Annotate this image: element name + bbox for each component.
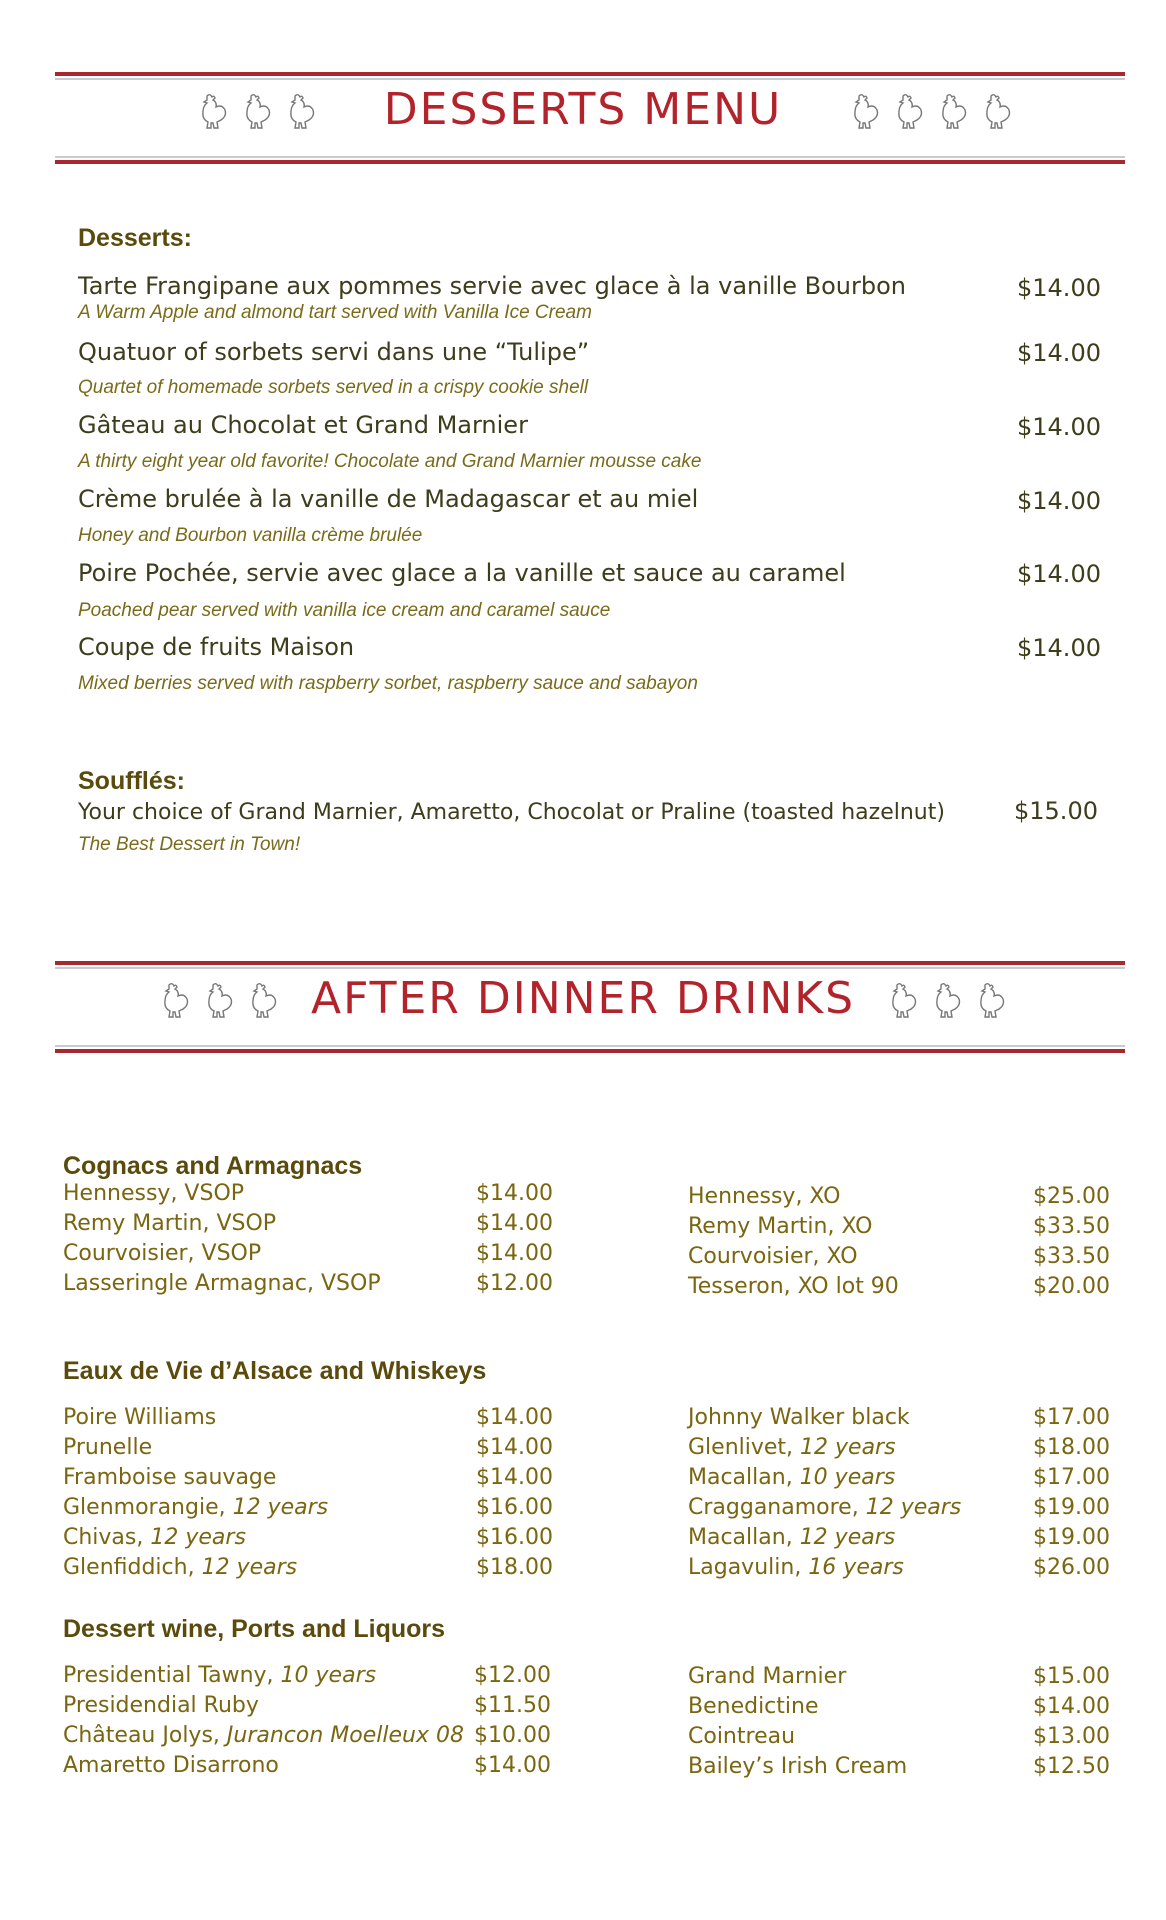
rooster-icon — [894, 92, 924, 130]
dessert-price: $14.00 — [1017, 274, 1101, 302]
drink-price: $10.00 — [474, 1723, 551, 1748]
drink-row — [63, 1405, 563, 1435]
banner-bottom-rule — [55, 156, 1125, 164]
drink-name: Benedictine — [688, 1694, 819, 1719]
drink-name: Glenfiddich, 12 years — [63, 1555, 298, 1580]
drink-row — [63, 1693, 563, 1723]
drinks-list-right — [688, 1664, 1118, 1784]
drink-price: $14.00 — [476, 1211, 553, 1236]
drink-row — [688, 1184, 1118, 1214]
drink-row — [688, 1405, 1118, 1435]
dessert-name: Tarte Frangipane aux pommes servie avec glace à la vanille Bourbon — [78, 272, 906, 300]
drink-price: $14.00 — [476, 1465, 553, 1490]
drink-price: $11.50 — [474, 1693, 551, 1718]
drink-name: Johnny Walker black — [688, 1405, 910, 1430]
drink-price: $14.00 — [474, 1753, 551, 1778]
dessert-price: $14.00 — [1017, 487, 1101, 515]
drink-name: Remy Martin, VSOP — [63, 1211, 277, 1236]
drink-row — [63, 1663, 563, 1693]
dessert-description: Mixed berries served with raspberry sorbet, raspberry sauce and sabayon — [78, 673, 698, 694]
drink-price: $17.00 — [1033, 1405, 1110, 1430]
rooster-icon — [850, 92, 880, 130]
drink-price: $17.00 — [1033, 1465, 1110, 1490]
dessert-price: $14.00 — [1017, 634, 1101, 662]
desserts-menu-title: DESSERTS MENU — [383, 84, 783, 135]
drink-name: Poire Williams — [63, 1405, 217, 1430]
desserts-heading: Desserts: — [78, 224, 192, 252]
drink-row — [63, 1211, 563, 1241]
drink-price: $12.00 — [476, 1271, 553, 1296]
drinks-banner-top-rule — [55, 961, 1125, 969]
drinks-section-heading: Eaux de Vie d’Alsace and Whiskeys — [63, 1357, 487, 1385]
drink-price: $25.00 — [1033, 1184, 1110, 1209]
drink-name: Bailey’s Irish Cream — [688, 1754, 908, 1779]
drinks-list-right — [688, 1405, 1118, 1585]
drink-price: $12.50 — [1033, 1754, 1110, 1779]
drink-name: Château Jolys, Jurancon Moelleux 08 — [63, 1723, 464, 1748]
drink-row — [688, 1435, 1118, 1465]
drink-row — [63, 1525, 563, 1555]
drink-name: Hennessy, XO — [688, 1184, 841, 1209]
dessert-price: $14.00 — [1017, 413, 1101, 441]
after-dinner-drinks-title: AFTER DINNER DRINKS — [310, 973, 856, 1024]
souffle-price: $15.00 — [1014, 797, 1098, 825]
souffle-name: Your choice of Grand Marnier, Amaretto, Chocolat or Praline (toasted hazelnut) — [78, 800, 945, 825]
dessert-description: Quartet of homemade sorbets served in a crispy cookie shell — [78, 377, 589, 398]
drink-row — [63, 1181, 563, 1211]
drink-name: Glenmorangie, 12 years — [63, 1495, 329, 1520]
drink-name: Tesseron, XO lot 90 — [688, 1274, 899, 1299]
drink-row — [63, 1495, 563, 1525]
drink-row — [63, 1555, 563, 1585]
souffle-description: The Best Dessert in Town! — [78, 834, 301, 855]
drink-price: $19.00 — [1033, 1495, 1110, 1520]
drink-price: $33.50 — [1033, 1214, 1110, 1239]
dessert-description: Poached pear served with vanilla ice cream and caramel sauce — [78, 600, 611, 621]
dessert-name: Coupe de fruits Maison — [78, 633, 355, 661]
drink-row — [688, 1555, 1118, 1585]
drink-name: Grand Marnier — [688, 1664, 847, 1689]
drink-name: Chivas, 12 years — [63, 1525, 246, 1550]
rooster-icon — [938, 92, 968, 130]
drink-name: Lagavulin, 16 years — [688, 1555, 904, 1580]
drink-price: $14.00 — [1033, 1694, 1110, 1719]
drink-row — [688, 1495, 1118, 1525]
drink-price: $18.00 — [476, 1555, 553, 1580]
banner-top-rule — [55, 72, 1125, 80]
drink-name: Framboise sauvage — [63, 1465, 277, 1490]
drink-price: $33.50 — [1033, 1244, 1110, 1269]
drink-name: Glenlivet, 12 years — [688, 1435, 896, 1460]
drink-row — [688, 1754, 1118, 1784]
drinks-list-right — [688, 1184, 1118, 1304]
drink-row — [688, 1214, 1118, 1244]
dessert-name: Crème brulée à la vanille de Madagascar et au miel — [78, 485, 699, 513]
drink-row — [688, 1525, 1118, 1555]
rooster-group-right — [850, 92, 1012, 130]
drink-price: $19.00 — [1033, 1525, 1110, 1550]
drink-name: Presidential Tawny, 10 years — [63, 1663, 377, 1688]
drink-row — [63, 1435, 563, 1465]
drinks-list-left — [63, 1181, 563, 1301]
drinks-banner-bottom-rule — [55, 1045, 1125, 1053]
drink-price: $16.00 — [476, 1525, 553, 1550]
dessert-price: $14.00 — [1017, 339, 1101, 367]
drink-name: Amaretto Disarrono — [63, 1753, 279, 1778]
drink-price: $18.00 — [1033, 1435, 1110, 1460]
drink-price: $14.00 — [476, 1405, 553, 1430]
drink-name: Lasseringle Armagnac, VSOP — [63, 1271, 381, 1296]
rooster-group-right — [888, 981, 1006, 1019]
drink-name: Cragganamore, 12 years — [688, 1495, 962, 1520]
drink-price: $15.00 — [1033, 1664, 1110, 1689]
drink-price: $20.00 — [1033, 1274, 1110, 1299]
dessert-name: Gâteau au Chocolat et Grand Marnier — [78, 411, 528, 439]
drink-name: Macallan, 10 years — [688, 1465, 896, 1490]
drink-row — [688, 1465, 1118, 1495]
drinks-section-heading: Dessert wine, Ports and Liquors — [63, 1615, 446, 1643]
drink-price: $16.00 — [476, 1495, 553, 1520]
dessert-description: Honey and Bourbon vanilla crème brulée — [78, 525, 423, 546]
dessert-description: A thirty eight year old favorite! Chocolate and Grand Marnier mousse cake — [78, 451, 702, 472]
drink-price: $26.00 — [1033, 1555, 1110, 1580]
drink-name: Presidendial Ruby — [63, 1693, 259, 1718]
drink-row — [63, 1465, 563, 1495]
drink-price: $14.00 — [476, 1241, 553, 1266]
drink-row — [688, 1664, 1118, 1694]
drinks-list-left — [63, 1405, 563, 1585]
souffles-heading: Soufflés: — [78, 767, 185, 795]
drink-name: Remy Martin, XO — [688, 1214, 873, 1239]
drink-price: $14.00 — [476, 1181, 553, 1206]
drink-row — [688, 1274, 1118, 1304]
dessert-description: A Warm Apple and almond tart served with Vanilla Ice Cream — [78, 302, 592, 323]
drink-price: $12.00 — [474, 1663, 551, 1688]
drink-row — [688, 1724, 1118, 1754]
drink-price: $13.00 — [1033, 1724, 1110, 1749]
drink-name: Macallan, 12 years — [688, 1525, 896, 1550]
drink-row — [63, 1241, 563, 1271]
rooster-icon — [976, 981, 1006, 1019]
rooster-icon — [982, 92, 1012, 130]
drinks-section-heading: Cognacs and Armagnacs — [63, 1152, 363, 1180]
rooster-icon — [932, 981, 962, 1019]
dessert-price: $14.00 — [1017, 560, 1101, 588]
dessert-name: Quatuor of sorbets servi dans une “Tulipe” — [78, 338, 590, 366]
drink-row — [688, 1244, 1118, 1274]
drink-row — [63, 1723, 563, 1753]
drink-name: Hennessy, VSOP — [63, 1181, 245, 1206]
drink-row — [63, 1753, 563, 1783]
drink-row — [688, 1694, 1118, 1724]
drink-name: Courvoisier, XO — [688, 1244, 858, 1269]
drink-name: Cointreau — [688, 1724, 796, 1749]
drink-price: $14.00 — [476, 1435, 553, 1460]
drink-name: Prunelle — [63, 1435, 153, 1460]
dessert-name: Poire Pochée, servie avec glace a la vanille et sauce au caramel — [78, 559, 846, 587]
rooster-icon — [888, 981, 918, 1019]
drinks-list-left — [63, 1663, 563, 1783]
drink-row — [63, 1271, 563, 1301]
drink-name: Courvoisier, VSOP — [63, 1241, 262, 1266]
